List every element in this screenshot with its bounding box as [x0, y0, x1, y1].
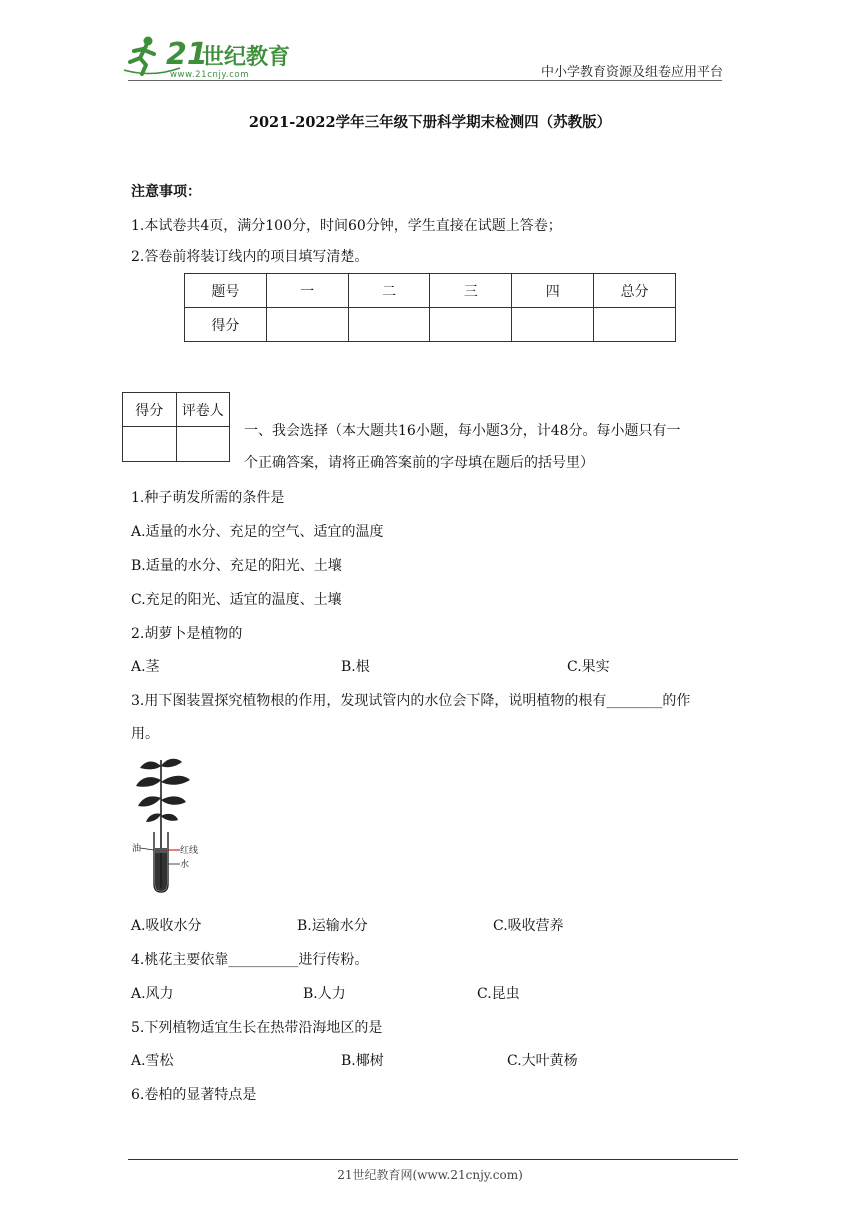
oil-label: 油 [132, 844, 142, 854]
question-option: A.雪松 [131, 1053, 174, 1069]
score-cell[interactable] [430, 308, 512, 342]
question-stem-cont: 用。 [131, 726, 159, 742]
exam-title: 2021-2022学年三年级下册科学期末检测四（苏教版） [248, 114, 612, 131]
grader-cell[interactable] [176, 427, 230, 462]
logo-name: 世纪教育 [202, 45, 291, 70]
score-table [184, 273, 676, 342]
header-cell: 题号 [185, 274, 267, 308]
plant-test-tube-figure [132, 756, 216, 896]
question-option: C.果实 [567, 659, 610, 675]
header-divider [128, 80, 722, 81]
question-option: B.椰树 [341, 1053, 384, 1069]
footer-link[interactable]: 21世纪教育网(www.21cnjy.com) [337, 1168, 523, 1182]
question-option: A.吸收水分 [131, 918, 202, 934]
question-stem: 4.桃花主要依靠__________进行传粉。 [131, 952, 369, 968]
question-option: B.适量的水分、充足的阳光、土壤 [131, 558, 342, 574]
score-cell[interactable] [123, 427, 177, 462]
footer-divider [128, 1159, 738, 1160]
question-option: A.风力 [131, 986, 174, 1002]
section-heading: 一、我会选择（本大题共16小题，每小题3分，计48分。每小题只有一 [244, 423, 681, 439]
question-option: A.茎 [131, 659, 160, 675]
logo-url: www.21cnjy.com [170, 70, 250, 80]
question-stem: 6.卷柏的显著特点是 [131, 1087, 257, 1103]
notice-heading: 注意事项： [131, 184, 201, 200]
score-table-header-row [185, 274, 676, 308]
score-cell[interactable] [512, 308, 594, 342]
score-cell[interactable] [266, 308, 348, 342]
question-option: A.适量的水分、充足的空气、适宜的温度 [131, 524, 384, 540]
header-cell: 二 [348, 274, 430, 308]
header-cell: 一 [266, 274, 348, 308]
score-table-score-row [185, 308, 676, 342]
platform-name: 中小学教育资源及组卷应用平台 [540, 65, 723, 80]
score-cell[interactable] [594, 308, 676, 342]
logo-number: 21 [166, 37, 208, 72]
header-cell: 三 [430, 274, 512, 308]
score-cell[interactable] [348, 308, 430, 342]
question-option: C.大叶黄杨 [507, 1053, 578, 1069]
score-label: 得分 [123, 393, 177, 427]
water-label: 水 [180, 860, 190, 870]
question-stem: 1.种子萌发所需的条件是 [131, 490, 285, 506]
section-heading-cont: 个正确答案，请将正确答案前的字母填在题后的括号里） [244, 455, 594, 471]
question-option: B.运输水分 [297, 918, 368, 934]
question-stem: 5.下列植物适宜生长在热带沿海地区的是 [131, 1020, 383, 1036]
red-line-label: 红线 [180, 846, 199, 856]
grader-label: 评卷人 [176, 393, 230, 427]
question-option: C.充足的阳光、适宜的温度、土壤 [131, 592, 342, 608]
question-option: C.昆虫 [477, 986, 520, 1002]
header-cell: 四 [512, 274, 594, 308]
header-cell: 总分 [594, 274, 676, 308]
question-stem: 3.用下图装置探究植物根的作用，发现试管内的水位会下降，说明植物的根有________的作 [131, 693, 691, 709]
row-label: 得分 [185, 308, 267, 342]
question-option: C.吸收营养 [493, 918, 564, 934]
notice-item: 1.本试卷共4页，满分100分，时间60分钟，学生直接在试题上答卷； [131, 218, 562, 234]
test-tube-icon [140, 832, 180, 892]
site-logo [122, 34, 292, 80]
question-option: B.根 [341, 659, 370, 675]
question-option: B.人力 [303, 986, 346, 1002]
grader-table [122, 392, 230, 462]
question-stem: 2.胡萝卜是植物的 [131, 626, 243, 642]
notice-item: 2.答卷前将装订线内的项目填写清楚。 [131, 249, 369, 265]
